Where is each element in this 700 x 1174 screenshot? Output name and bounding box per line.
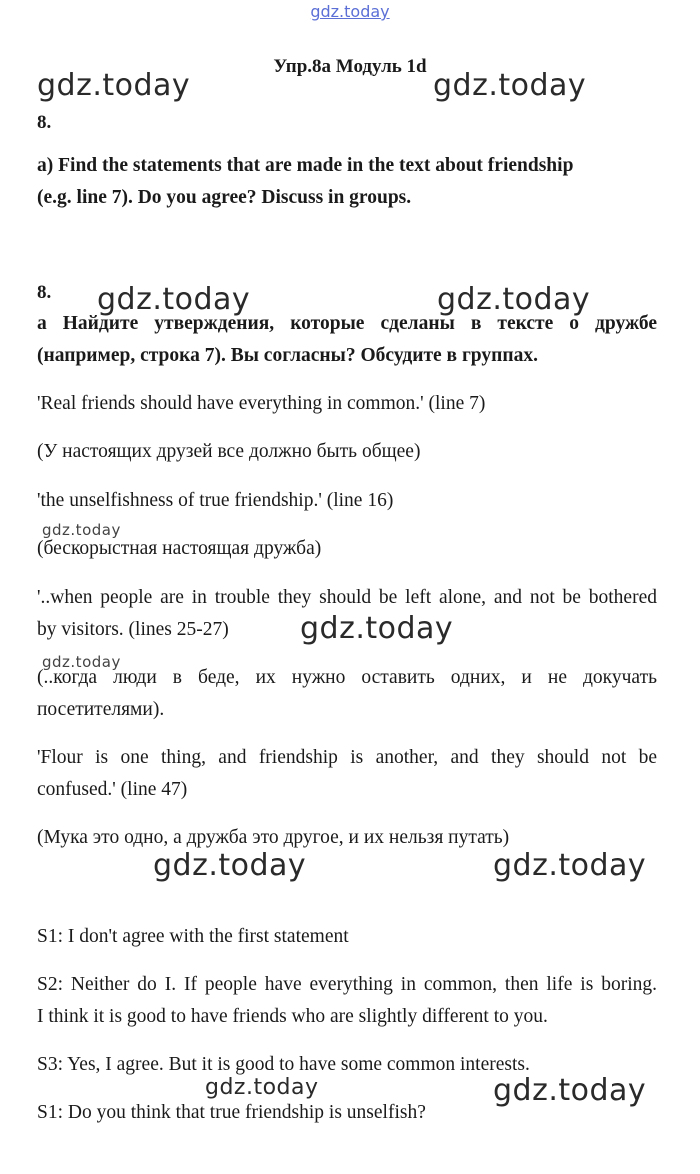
statement-ru: (..когда люди в беде, их нужно оставить одних, и не докучать (37, 667, 657, 688)
statement-en: by visitors. (lines 25-27) (37, 619, 229, 640)
task-number-en: 8. (37, 112, 52, 133)
statement-en: 'Flour is one thing, and friendship is another, and they should not be (37, 747, 657, 768)
watermark: gdz.today (42, 653, 121, 671)
watermark: gdz.today (42, 521, 121, 539)
task-text-ru: (например, строка 7). Вы согласны? Обсудите в группах. (37, 345, 538, 366)
task-text-ru: а Найдите утверждения, которые сделаны в тексте о дружбе (37, 313, 657, 334)
site-link[interactable]: gdz.today (310, 2, 390, 21)
statement-ru: (Мука это одно, а дружба это другое, и их нельзя путать) (37, 827, 510, 848)
dialogue-line: S3: Yes, I agree. But it is good to have some common interests. (37, 1054, 530, 1075)
dialogue-line: S1: I don't agree with the first statement (37, 926, 349, 947)
watermark: gdz.today (153, 848, 307, 883)
statement-ru: (бескорыстная настоящая дружба) (37, 538, 322, 559)
statement-en: 'the unselfishness of true friendship.' (line 16) (37, 490, 394, 511)
statement-en: '..when people are in trouble they should be left alone, and not be bothered (37, 587, 657, 608)
statement-ru: (У настоящих друзей все должно быть общее) (37, 441, 421, 462)
watermark: gdz.today (493, 1073, 647, 1108)
dialogue-line: S2: Neither do I. If people have everything in common, then life is boring. (37, 974, 657, 995)
page-title: Упр.8а Модуль 1d (273, 56, 427, 77)
dialogue-line: S1: Do you think that true friendship is unselfish? (37, 1102, 426, 1123)
statement-en: confused.' (line 47) (37, 779, 188, 800)
task-text-en: a) Find the statements that are made in the text about friendship (37, 155, 574, 176)
watermark: gdz.today (300, 611, 454, 646)
watermark: gdz.today (37, 68, 191, 103)
watermark: gdz.today (97, 282, 251, 317)
watermark: gdz.today (433, 68, 587, 103)
task-number-ru: 8. (37, 282, 52, 303)
watermark: gdz.today (493, 848, 647, 883)
statement-en: 'Real friends should have everything in common.' (line 7) (37, 393, 486, 414)
task-text-en: (e.g. line 7). Do you agree? Discuss in groups. (37, 187, 412, 208)
watermark: gdz.today (437, 282, 591, 317)
dialogue-line: I think it is good to have friends who are slightly different to you. (37, 1006, 548, 1027)
statement-ru: посетителями). (37, 699, 165, 720)
watermark: gdz.today (205, 1075, 319, 1100)
